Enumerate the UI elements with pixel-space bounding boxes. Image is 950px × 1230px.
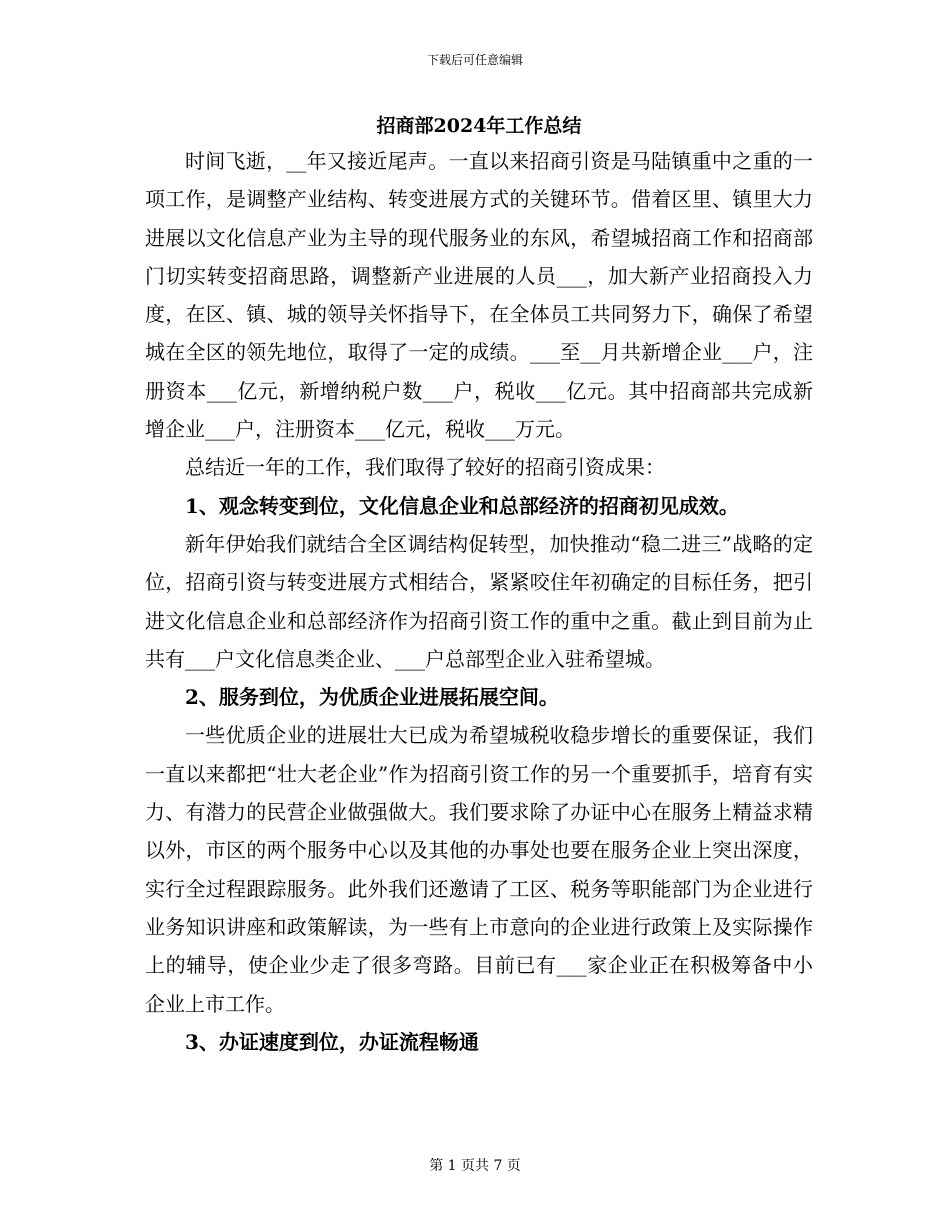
section-heading-2: 2、服务到位，为优质企业进展拓展空间。 (185, 685, 559, 710)
paragraph-summary: 总结近一年的工作，我们取得了较好的招商引资成果： (185, 455, 665, 480)
paragraph-section-1: 新年伊始我们就结合全区调结构促转型，加快推动“稳二进三”战略的定位，招商引资与转变进展方式相结合，紧紧咬住年初确定的目标任务，把引进文化信息企业和总部经济作为招商引资工作的重中之重。截止到目前为止共有___户文化信息类企业、___户总部型企业入驻希望城。 (145, 531, 813, 671)
section-heading-3: 3、办证速度到位，办证流程畅通 (185, 1029, 479, 1054)
document-title: 招商部2024年工作总结 (376, 115, 582, 137)
document-body (145, 112, 813, 1061)
section-heading-1: 1、观念转变到位，文化信息企业和总部经济的招商初见成效。 (185, 493, 739, 518)
page-header-note: 下载后可任意编辑 (426, 53, 523, 67)
paragraph-intro: 时间飞逝，__年又接近尾声。一直以来招商引资是马陆镇重中之重的一项工作，是调整产业结构、转变进展方式的关键环节。借着区里、镇里大力进展以文化信息产业为主导的现代服务业的东风，希望城招商工作和招商部门切实转变招商思路，调整新产业进展的人员___，加大新产业招商投入力度，在区、镇、城的领导关怀指导下，在全体员工共同努力下，确保了希望城在全区的领先地位，取得了一定的成绩。___至__月共新增企业___户，注册资本___亿元，新增纳税户数___户，税收___亿元。其中招商部共完成新增企业___户，注册资本___亿元，税收___万元。 (145, 149, 813, 442)
paragraph-section-2: 一些优质企业的进展壮大已成为希望城税收稳步增长的重要保证，我们一直以来都把“壮大老企业”作为招商引资工作的另一个重要抓手，培育有实力、有潜力的民营企业做强做大。我们要求除了办证中心在服务上精益求精以外，市区的两个服务中心以及其他的办事处也要在服务企业上突出深度，实行全过程跟踪服务。此外我们还邀请了工区、税务等职能部门为企业进行业务知识讲座和政策解读，为一些有上市意向的企业进行政策上及实际操作上的辅导，使企业少走了很多弯路。目前已有___家企业正在积极筹备中小企业上市工作。 (145, 723, 813, 1016)
page-number: 第 1 页共 7 页 (429, 1158, 521, 1174)
